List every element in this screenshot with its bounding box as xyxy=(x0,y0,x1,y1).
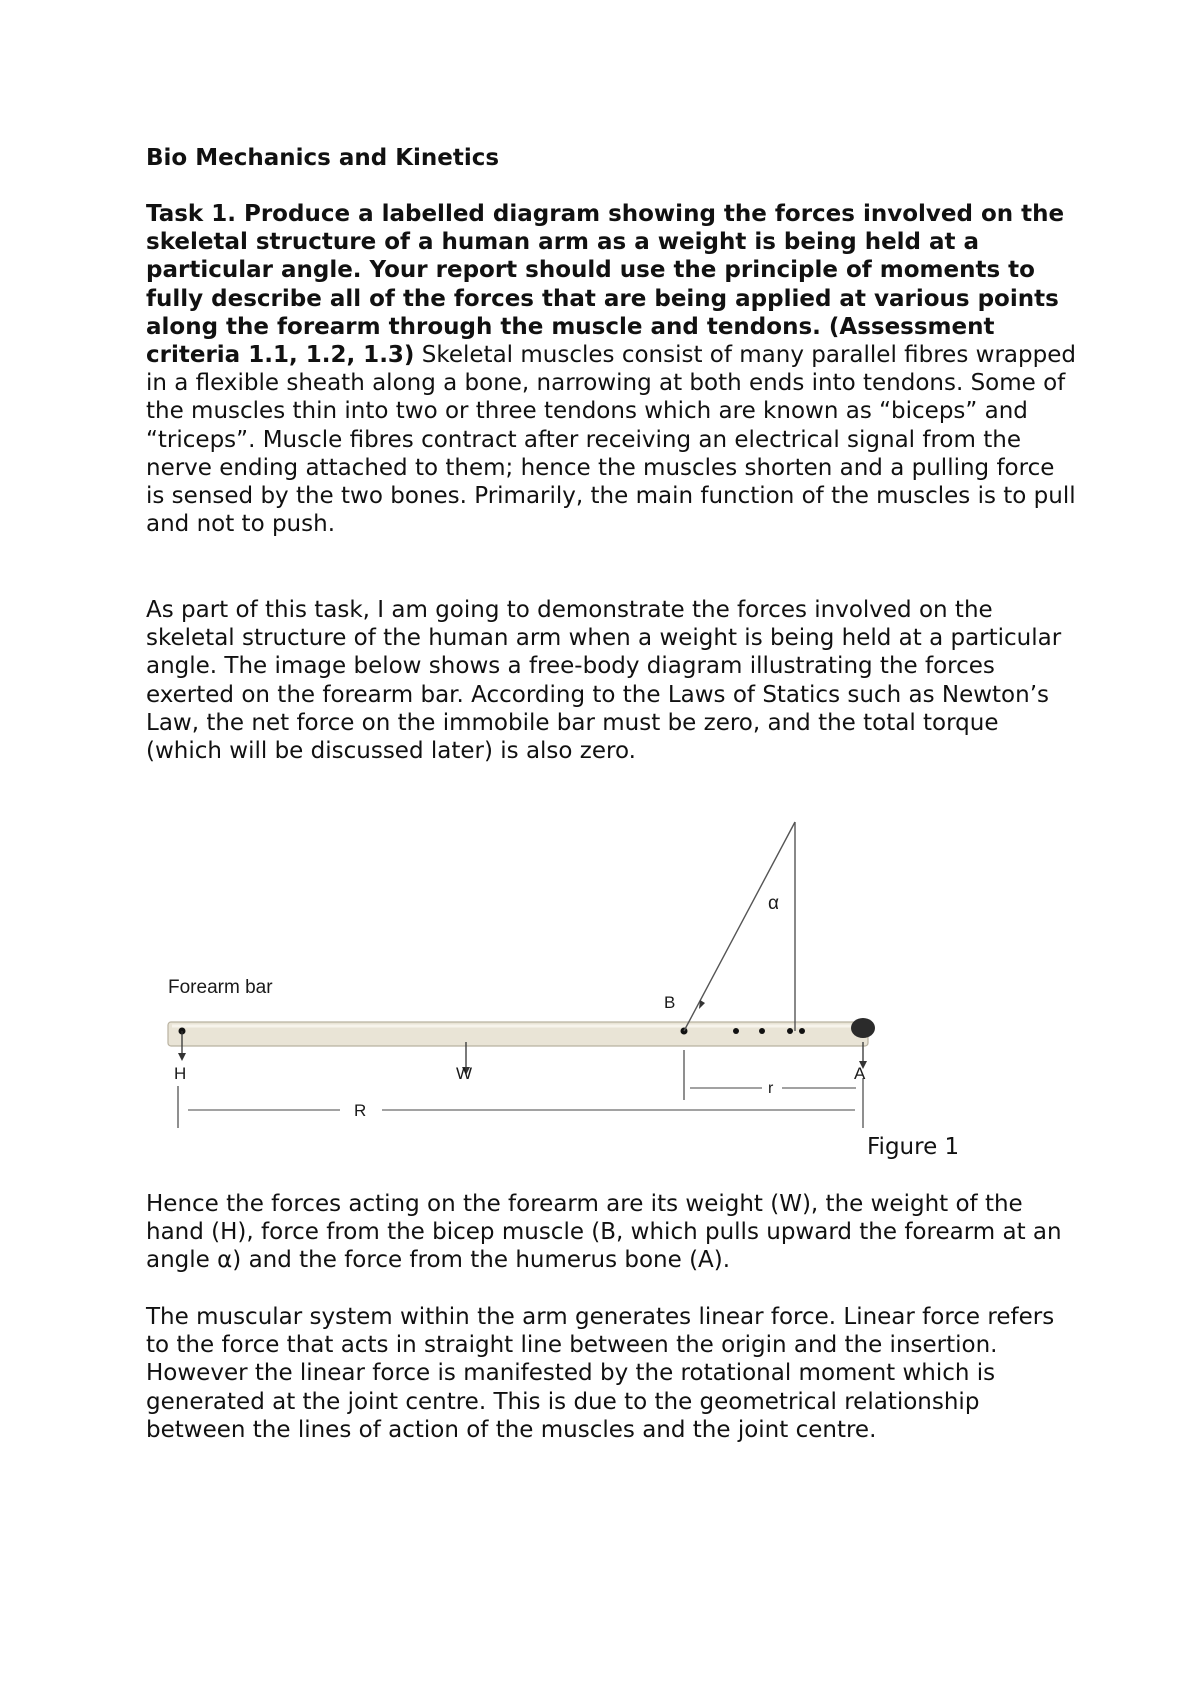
figure-caption: Figure 1 xyxy=(867,1134,960,1160)
bicep-force-line xyxy=(684,822,795,1031)
label-w: W xyxy=(456,1064,473,1083)
label-r-big: R xyxy=(354,1101,367,1120)
label-r-small: r xyxy=(768,1080,774,1097)
task-heading: Task 1. Produce a labelled diagram showing the forces involved on the skeletal structure of a human arm as a weight is being held at a particular angle. Your report should use the principle of moments to fully describe all of the forces that are being applied at various points along the forearm through the muscle and tendons. (Assessment criteria 1.1, 1.2, 1.3) xyxy=(146,201,1065,369)
label-alpha: α xyxy=(768,893,779,914)
dot-1 xyxy=(733,1028,739,1034)
paragraph-3: Hence the forces acting on the forearm are its weight (W), the weight of the hand (H), force from the bicep muscle (B, which pulls upward the forearm at an angle α) and the force from the humerus bone (A). xyxy=(146,1191,1062,1274)
forearm-bar-label: Forearm bar xyxy=(168,977,273,998)
dot-2 xyxy=(759,1028,765,1034)
document-title: Bio Mechanics and Kinetics xyxy=(146,145,500,171)
h-arrow-icon xyxy=(178,1053,186,1061)
paragraph-4: The muscular system within the arm generates linear force. Linear force refers to the force that acts in straight line between the origin and the insertion. However the linear force is manifested by the rotational moment which is generated at the joint centre. This is due to the geometrical relationship between the lines of action of the muscles and the joint centre. xyxy=(146,1304,1055,1443)
task-body: Skeletal muscles consist of many parallel fibres wrapped in a flexible sheath along a bone, narrowing at both ends into tendons. Some of the muscles thin into two or three tendons which are known as “biceps” and “triceps”. Muscle fibres contract after receiving an electrical signal from the nerve ending attached to them; hence the muscles shorten and a pulling force is sensed by the two bones. Primarily, the main function of the muscles is to pull and not to push. xyxy=(146,342,1076,538)
label-b: B xyxy=(664,993,676,1012)
dot-4 xyxy=(799,1028,805,1034)
paragraph-2: As part of this task, I am going to demonstrate the forces involved on the skeletal structure of the human arm when a weight is being held at a particular angle. The image below shows a free-body diagram illustrating the forces exerted on the forearm bar. According to the Laws of Statics such as Newton’s Law, the net force on the immobile bar must be zero, and the total torque (which will be discussed later) is also zero. xyxy=(146,597,1062,765)
dot-3 xyxy=(787,1028,793,1034)
elbow-joint xyxy=(851,1018,875,1038)
forearm-free-body-diagram xyxy=(150,810,910,1140)
bicep-arrow-icon xyxy=(699,1000,705,1009)
task-1-paragraph xyxy=(146,200,1076,538)
label-h: H xyxy=(174,1064,187,1083)
label-a: A xyxy=(854,1064,866,1083)
